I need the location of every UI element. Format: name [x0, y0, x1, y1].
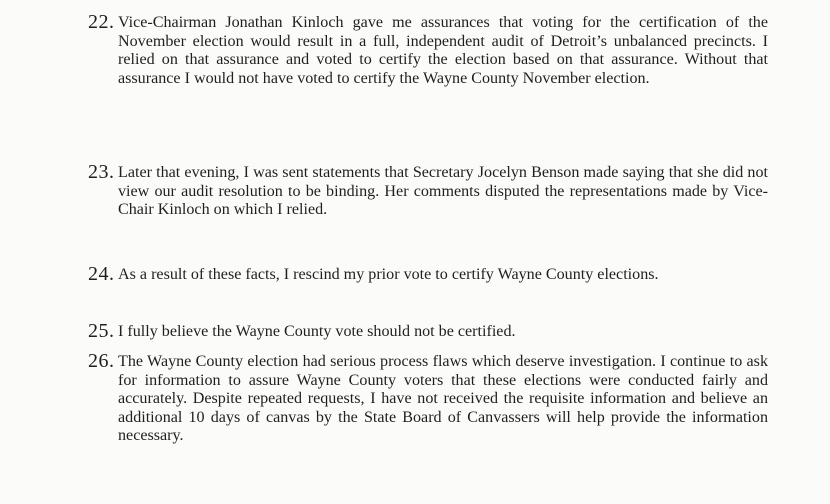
paragraph-24 — [88, 263, 768, 285]
paragraph-number: 23. — [88, 161, 115, 183]
paragraph-text: The Wayne County election had serious process flaws which deserve investigation. I continue to ask for information to assure Wayne County voters that these elections were conducted fairly and accurately. Despite repeated requests, I have not received the requisite information and believe an additional 10 days of canvas by the State Board of Canvassers will help provide the information necessary. — [118, 353, 768, 445]
paragraph-number: 26. — [88, 350, 115, 372]
paragraph-text: Vice-Chairman Jonathan Kinloch gave me assurances that voting for the certification of the November election would result in a full, independent audit of Detroit’s unbalanced precincts. I relied on that assurance and voted to certify the election based on that assurance. Without that assurance I would not have voted to certify the Wayne County November election. — [118, 14, 768, 87]
paragraph-25 — [88, 320, 768, 342]
paragraph-22 — [88, 11, 768, 88]
paragraph-text: As a result of these facts, I rescind my prior vote to certify Wayne County elections. — [118, 266, 659, 283]
paragraph-number: 24. — [88, 263, 115, 285]
paragraph-number: 25. — [88, 320, 115, 342]
paragraph-23 — [88, 161, 768, 220]
paragraph-text: I fully believe the Wayne County vote should not be certified. — [118, 323, 516, 340]
paragraph-26 — [88, 350, 768, 446]
paragraph-number: 22. — [88, 11, 115, 33]
paragraph-text: Later that evening, I was sent statements that Secretary Jocelyn Benson made saying that she did not view our audit resolution to be binding. Her comments disputed the representations made by Vice-Chair Kinloch on which I relied. — [118, 164, 768, 219]
